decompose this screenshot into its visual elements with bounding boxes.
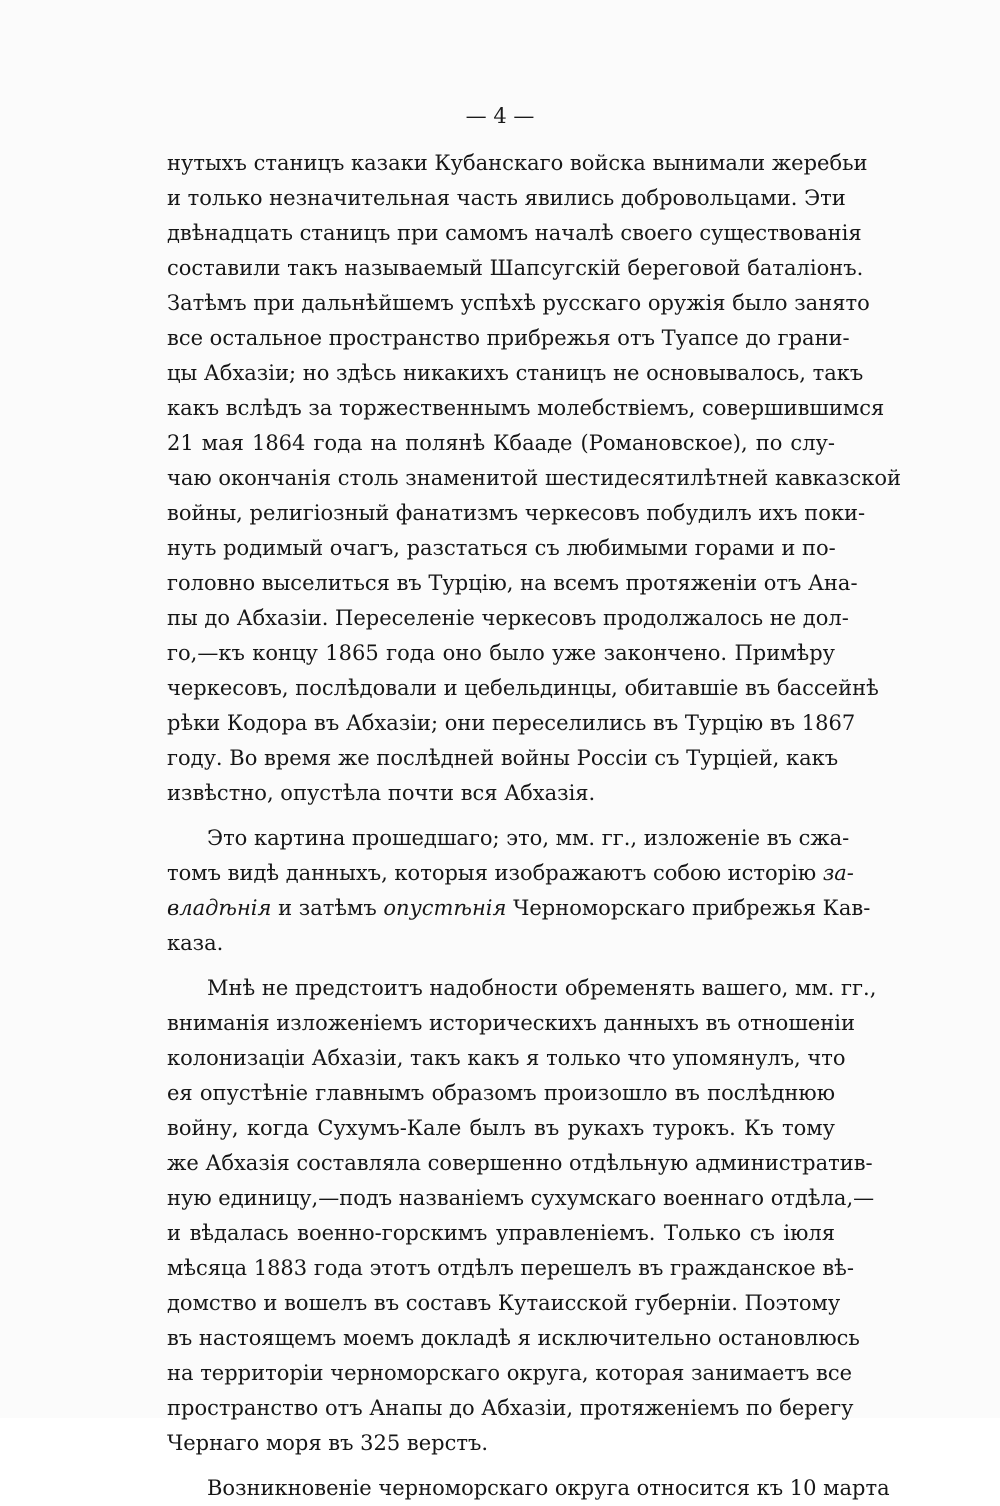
text-span: Черноморскаго прибрежья Кав-: [513, 896, 871, 920]
paragraph-3: [167, 971, 877, 1461]
text-line: нуть родимый очагъ, разстаться съ любимыми горами и по-: [167, 536, 836, 560]
text-line: черкесовъ, послѣдовали и цебельдинцы, обитавшіе въ бассейнѣ: [167, 676, 879, 700]
text-line: цы Абхазіи; но здѣсь никакихъ станицъ не основывалось, такъ: [167, 361, 864, 385]
paragraph-2: [167, 821, 871, 961]
text-line: ея опустѣніе главнымъ образомъ произошло въ послѣднюю: [167, 1081, 835, 1105]
text-line: Это картина прошедшаго; это, мм. гг., изложеніе въ сжа-: [207, 826, 850, 850]
italic-span: владѣнія: [167, 896, 272, 920]
text-line: чаю окончанія столь знаменитой шестидесятилѣтней кавказской: [167, 466, 902, 490]
text-line: каза.: [167, 931, 224, 955]
text-line: двѣнадцать станицъ при самомъ началѣ своего существованія: [167, 221, 862, 245]
paragraph-4: [167, 1471, 890, 1506]
text-span: томъ видѣ данныхъ, которыя изображаютъ собою исторію: [167, 861, 817, 885]
text-line: войны, религіозный фанатизмъ черкесовъ побудилъ ихъ поки-: [167, 501, 866, 525]
text-line: го,—къ концу 1865 года оно было уже закончено. Примѣру: [167, 641, 835, 665]
body-text: [167, 146, 902, 1506]
text-span: и затѣмъ: [278, 896, 377, 920]
text-line: домство и вошелъ въ составъ Кутаисской губерніи. Поэтому: [167, 1291, 841, 1315]
text-line: пы до Абхазіи. Переселеніе черкесовъ продолжалось не дол-: [167, 606, 849, 630]
text-line: въ настоящемъ моемъ докладѣ я исключительно остановлюсь: [167, 1326, 860, 1350]
text-line: все остальное пространство прибрежья отъ Туапсе до грани-: [167, 326, 850, 350]
page-number: — 4 —: [465, 104, 535, 128]
text-line: войну, когда Сухумъ-Кале былъ въ рукахъ турокъ. Къ тому: [167, 1116, 835, 1140]
text-line: 21 мая 1864 года на полянѣ Кбааде (Романовское), по слу-: [167, 431, 835, 455]
text-line: какъ вслѣдъ за торжественнымъ молебствіемъ, совершившимся: [167, 396, 885, 420]
text-line: ную единицу,—подъ названіемъ сухумскаго военнаго отдѣла,—: [167, 1186, 875, 1210]
text-line: и вѣдалась военно-горскимъ управленіемъ. Только съ іюля: [167, 1221, 835, 1245]
text-line: Мнѣ не предстоитъ надобности обременять вашего, мм. гг.,: [207, 976, 877, 1000]
text-line: рѣки Кодора въ Абхазіи; они переселились въ Турцію въ 1867: [167, 711, 856, 735]
paragraph-1: [167, 146, 902, 811]
text-line: составили такъ называемый Шапсугскій береговой баталіонъ.: [167, 256, 864, 280]
text-line: же Абхазія составляла совершенно отдѣльную административ-: [167, 1151, 873, 1175]
italic-span: за-: [822, 861, 854, 885]
text-line: головно выселиться въ Турцію, на всемъ протяженіи отъ Ана-: [167, 571, 858, 595]
text-line: вниманія изложеніемъ историческихъ данныхъ въ отношеніи: [167, 1011, 855, 1035]
text-line: извѣстно, опустѣла почти вся Абхазія.: [167, 781, 596, 805]
text-line: Возникновеніе черноморскаго округа относится къ 10 марта: [207, 1476, 890, 1500]
text-line: и только незначительная часть явились добровольцами. Эти: [167, 186, 846, 210]
text-line: [167, 856, 854, 891]
text-line: нутыхъ станицъ казаки Кубанскаго войска вынимали жеребьи: [167, 151, 868, 175]
text-line: мѣсяца 1883 года этотъ отдѣлъ перешелъ въ гражданское вѣ-: [167, 1256, 854, 1280]
text-line: пространство отъ Анапы до Абхазіи, протяженіемъ по берегу: [167, 1396, 854, 1420]
text-line: [167, 891, 871, 926]
italic-span: опустѣнія: [383, 896, 507, 920]
text-line: году. Во время же послѣдней войны Россіи съ Турціей, какъ: [167, 746, 839, 770]
text-line: колонизаціи Абхазіи, такъ какъ я только что упомянулъ, что: [167, 1046, 846, 1070]
text-line: Затѣмъ при дальнѣйшемъ успѣхѣ русскаго оружія было занято: [167, 291, 870, 315]
text-line: на территоріи черноморскаго округа, которая занимаетъ все: [167, 1361, 853, 1385]
text-line: Чернаго моря въ 325 верстъ.: [167, 1431, 489, 1455]
